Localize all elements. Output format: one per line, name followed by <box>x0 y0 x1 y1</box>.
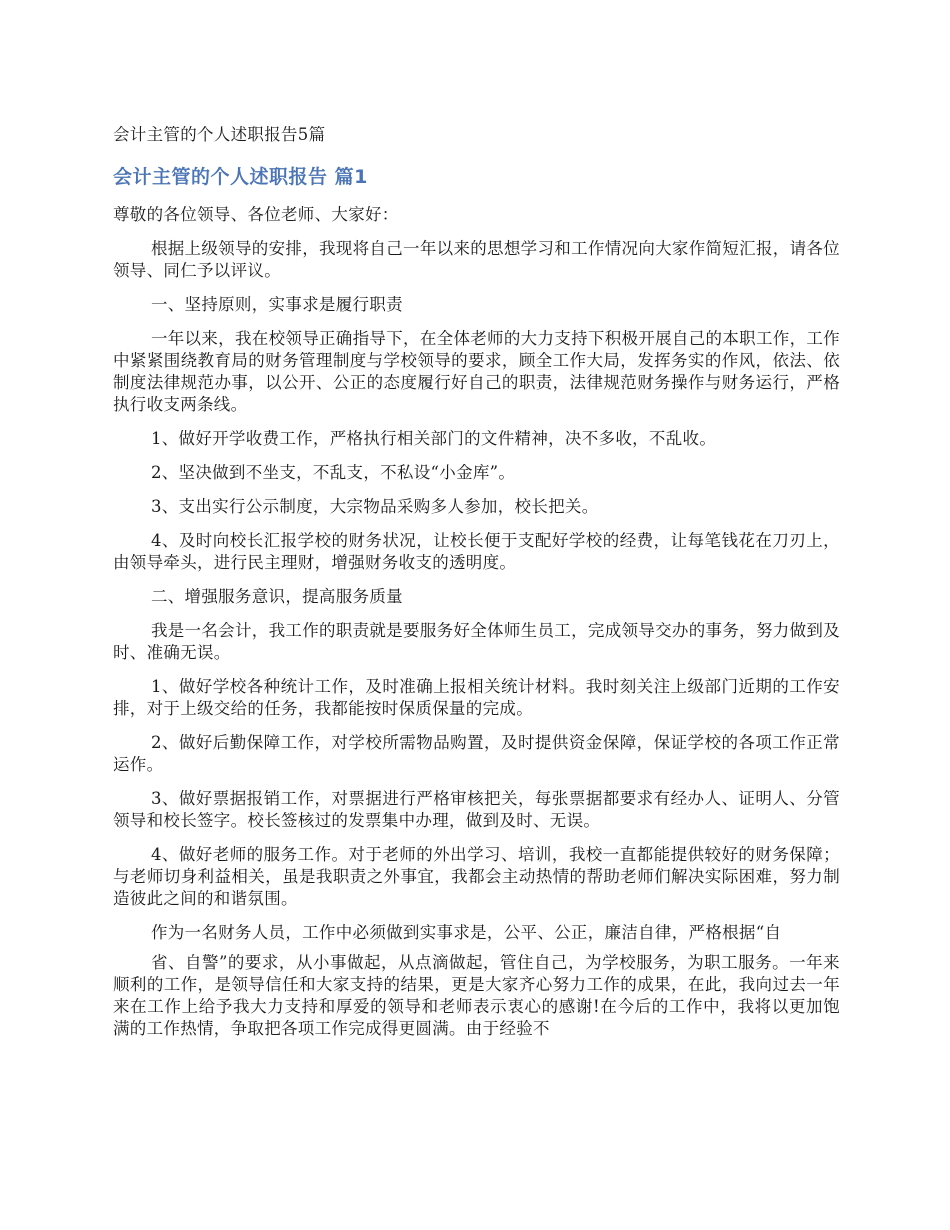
body-paragraph: 省、自警”的要求，从小事做起，从点滴做起，管住自己，为学校服务，为职工服务。一年来顺利的工作，是领导信任和大家支持的结果，更是大家齐心努力工作的成果，在此，我向过去一年来在工作上给予我大力支持和厚爱的领导和老师表示衷心的感谢!在今后的工作中，我将以更加饱满的工作热情，争取把各项工作完成得更圆满。由于经验不 <box>113 953 840 1038</box>
body-paragraph: 我是一名会计，我工作的职责就是要服务好全体师生员工，完成领导交办的事务，努力做到及时、准确无误。 <box>113 621 840 662</box>
list-item-paragraph: 3、做好票据报销工作，对票据进行严格审核把关，每张票据都要求有经办人、证明人、分管领导和校长签字。校长签核过的发票集中办理，做到及时、无误。 <box>113 789 840 830</box>
list-item-paragraph: 2、坚决做到不坐支，不乱支，不私设“小金库”。 <box>150 463 516 482</box>
list-item-paragraph: 3、支出实行公示制度，大宗物品采购多人参加，校长把关。 <box>150 497 599 516</box>
document-title: 会计主管的个人述职报告5篇 <box>113 125 326 144</box>
body-paragraph: 根据上级领导的安排，我现将自己一年以来的思想学习和工作情况向大家作简短汇报，请各位领导、同仁予以评议。 <box>113 239 840 280</box>
greeting-paragraph: 尊敬的各位领导、各位老师、大家好： <box>113 205 399 224</box>
list-item-paragraph: 1、做好学校各种统计工作，及时准确上报相关统计材料。我时刻关注上级部门近期的工作安排，对于上级交给的任务，我都能按时保质保量的完成。 <box>113 677 840 718</box>
list-item-paragraph: 2、做好后勤保障工作，对学校所需物品购置，及时提供资金保障，保证学校的各项工作正常运作。 <box>113 733 840 774</box>
list-item-paragraph: 4、做好老师的服务工作。对于老师的外出学习、培训，我校一直都能提供较好的财务保障；与老师切身利益相关，虽是我职责之外事宜，我都会主动热情的帮助老师们解决实际困难，努力制造彼此之间的和谐氛围。 <box>113 845 840 908</box>
body-paragraph: 一年以来，我在校领导正确指导下，在全体老师的大力支持下积极开展自己的本职工作，工作中紧紧围绕教育局的财务管理制度与学校领导的要求，顾全工作大局，发挥务实的作风，依法、依制度法律规范办事，以公开、公正的态度履行好自己的职责，法律规范财务操作与财务运行，严格执行收支两条线。 <box>113 329 840 414</box>
subheading-paragraph: 一、坚持原则，实事求是履行职责 <box>150 295 403 314</box>
section-heading: 会计主管的个人述职报告 篇1 <box>113 166 368 188</box>
subheading-paragraph: 二、增强服务意识，提高服务质量 <box>150 587 403 606</box>
list-item-paragraph: 1、做好开学收费工作，严格执行相关部门的文件精神，决不多收，不乱收。 <box>150 429 717 448</box>
body-paragraph: 作为一名财务人员，工作中必须做到实事求是，公平、公正，廉洁自律，严格根据“自 <box>150 923 782 942</box>
document-body <box>113 124 840 1052</box>
list-item-paragraph: 4、及时向校长汇报学校的财务状况，让校长便于支配好学校的经费，让每笔钱花在刀刃上，由领导牵头，进行民主理财，增强财务收支的透明度。 <box>113 531 840 572</box>
